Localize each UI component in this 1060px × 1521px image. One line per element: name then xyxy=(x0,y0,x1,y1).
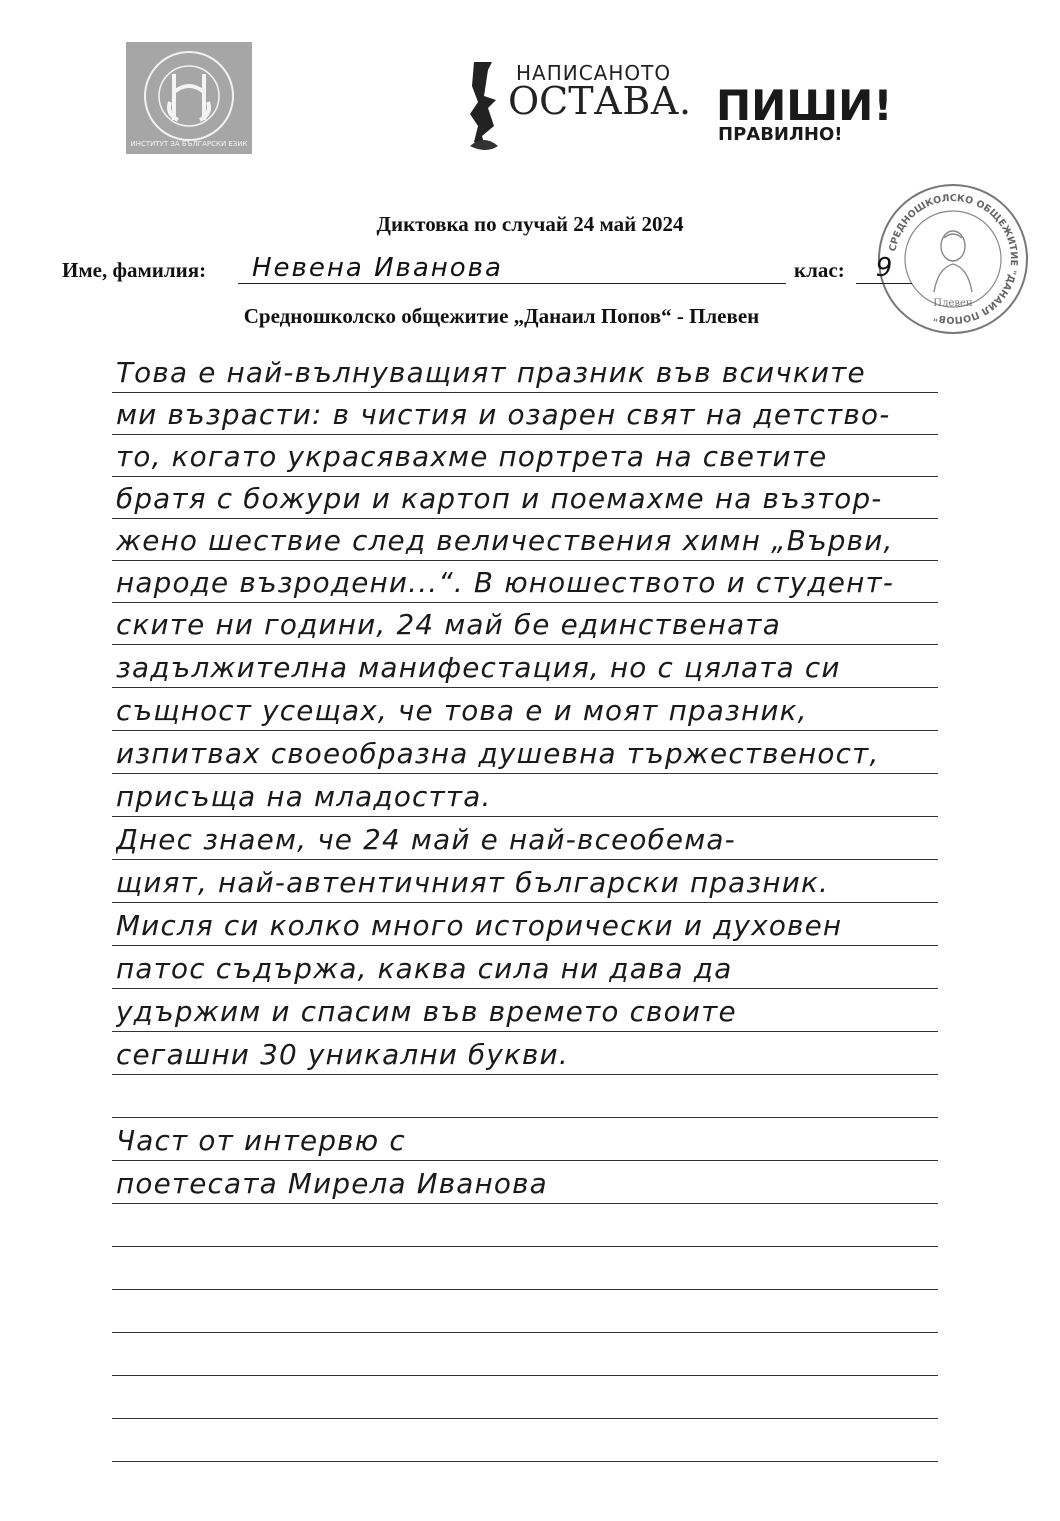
ruled-line xyxy=(112,1117,938,1118)
name-label: Име, фамилия: xyxy=(62,258,207,282)
handwritten-line: Това е най-вълнуващият празник във всичките xyxy=(116,356,866,389)
ruled-line xyxy=(112,560,938,561)
ruled-line xyxy=(112,644,938,645)
handwritten-line: щият, най-автентичният български празник. xyxy=(116,866,830,899)
name-row xyxy=(62,252,893,286)
stamp-city: Плевен xyxy=(933,298,973,309)
ruled-line xyxy=(112,816,938,817)
ruled-line xyxy=(112,1461,938,1462)
handwritten-line xyxy=(116,1081,936,1117)
handwritten-line: изпитвах своеобразна душевна тържественост, xyxy=(116,737,880,770)
ruled-line xyxy=(112,1203,938,1204)
name-field[interactable]: Невена Иванова xyxy=(238,252,786,284)
ruled-line xyxy=(112,945,938,946)
ruled-line xyxy=(112,1289,938,1290)
ruled-line xyxy=(112,1246,938,1247)
ruled-line xyxy=(112,602,938,603)
handwritten-line: задължителна манифестация, но с цялата си xyxy=(116,651,841,684)
ruled-line xyxy=(112,518,938,519)
campaign-line1: НАПИСАНОТО xyxy=(516,61,672,85)
campaign-line4: ПРАВИЛНО! xyxy=(718,124,843,145)
handwritten-line: патос съдържа, каква сила ни дава да xyxy=(116,952,733,985)
ruled-line xyxy=(112,1160,938,1161)
handwritten-line: народе възродени...“. В юношеството и студент- xyxy=(116,566,895,599)
document-title: Диктовка по случай 24 май 2024 xyxy=(376,212,684,236)
class-field[interactable]: 9 xyxy=(856,252,912,284)
school-name: Средношколско общежитие „Данаил Попов“ - Плевен xyxy=(243,304,760,328)
handwritten-line: жено шествие след величествения химн „Върви, xyxy=(116,524,894,557)
ruled-line xyxy=(112,1074,938,1075)
ruled-line xyxy=(112,773,938,774)
campaign-logo-graphic xyxy=(466,56,906,156)
ruled-line xyxy=(112,687,938,688)
handwritten-line: същност усещах, че това е и моят празник, xyxy=(116,694,808,727)
handwritten-line: Част от интервю с xyxy=(116,1124,406,1157)
handwritten-line: братя с божури и картоп и поемахме на възтор- xyxy=(116,482,883,515)
campaign-line2: ОСТАВА. xyxy=(508,79,692,123)
handwritten-line: ските ни години, 24 май бе единствената xyxy=(116,608,781,641)
ruled-line xyxy=(112,859,938,860)
institute-logo xyxy=(126,42,252,154)
handwritten-line: сегашни 30 уникални букви. xyxy=(116,1038,569,1071)
institute-logo-graphic xyxy=(126,42,252,154)
ruled-line xyxy=(112,1332,938,1333)
ruled-line xyxy=(112,902,938,903)
ruled-line xyxy=(112,730,938,731)
handwritten-line: Днес знаем, че 24 май е най-всеобемa- xyxy=(116,823,736,856)
handwritten-line: присъща на младостта. xyxy=(116,780,492,813)
ruled-line xyxy=(112,1375,938,1376)
ruled-line xyxy=(112,476,938,477)
handwritten-line: то, когато украсявахме портрета на светите xyxy=(116,440,828,473)
ruled-line xyxy=(112,1031,938,1032)
ruled-line xyxy=(112,434,938,435)
handwritten-line: ми възрасти: в чистия и озарен свят на детство- xyxy=(116,398,891,431)
stamp-ring-text: СРЕДНОШКОЛСКО ОБЩЕЖИТИЕ "ДАНАИЛ ПОПОВ" xyxy=(887,192,1020,326)
campaign-line3: ПИШИ! xyxy=(716,81,893,130)
ruled-line xyxy=(112,988,938,989)
campaign-logo xyxy=(466,56,906,156)
handwritten-line: Мисля си колко много исторически и духовен xyxy=(116,909,843,942)
handwritten-line: поетесата Мирела Иванова xyxy=(116,1167,548,1200)
class-label: клас: xyxy=(794,258,845,282)
institute-logo-text: ИНСТИТУТ ЗА БЪЛГАРСКИ ЕЗИК xyxy=(130,140,248,148)
handwritten-line: удържим и спасим във времето своите xyxy=(116,995,737,1028)
ruled-line xyxy=(112,1418,938,1419)
ruled-line xyxy=(112,392,938,393)
